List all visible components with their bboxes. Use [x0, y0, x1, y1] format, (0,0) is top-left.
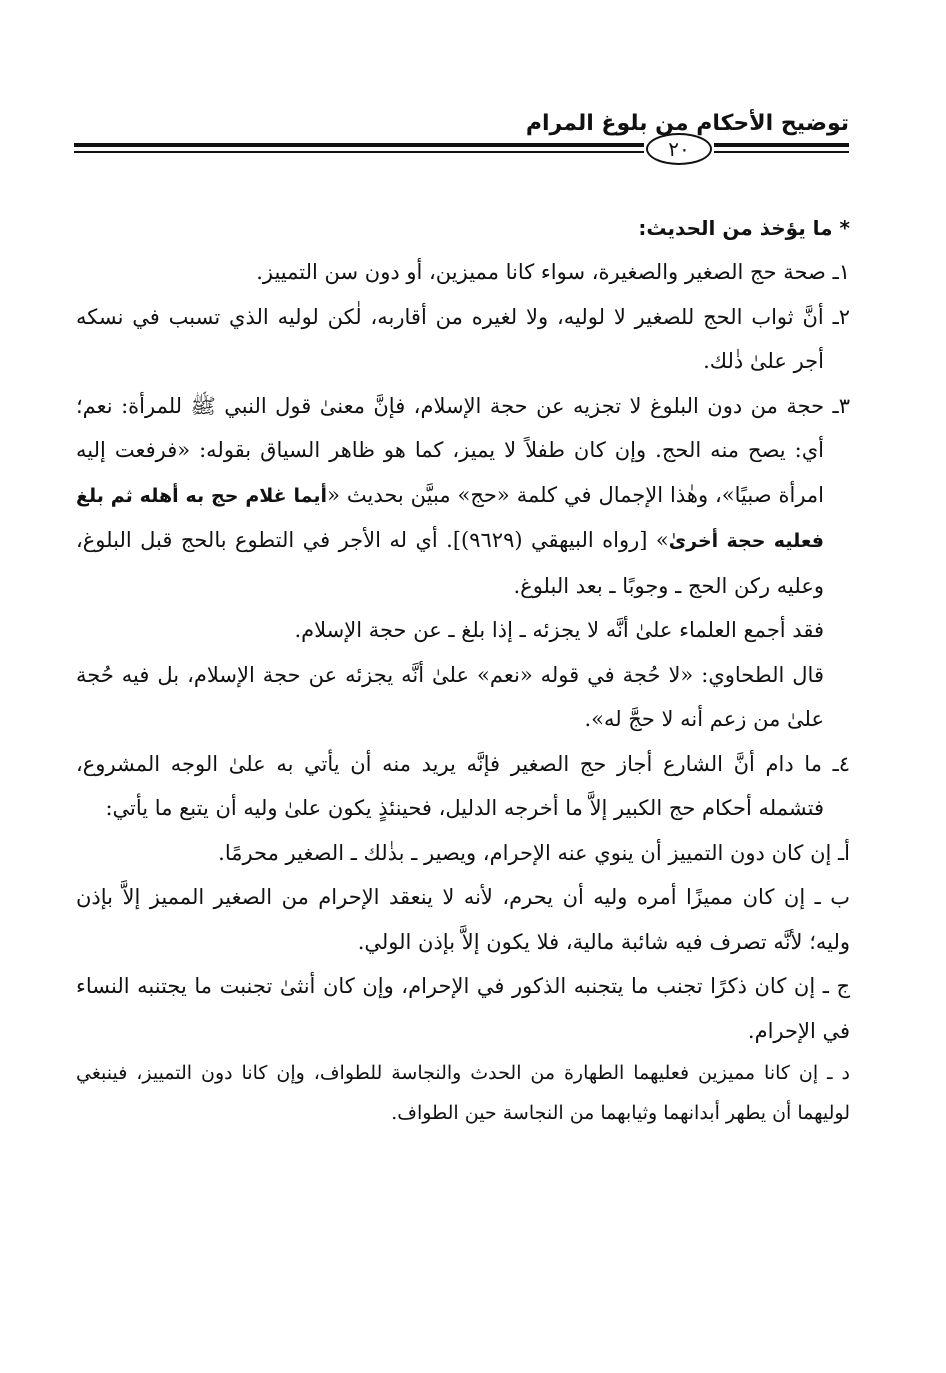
- point-1: ١ـ صحة حج الصغير والصغيرة، سواء كانا مميزين، أو دون سن التمييز.: [256, 260, 850, 284]
- sub-item-b: ب ـ إن كان مميزًا أمره وليه أن يحرم، لأنه لا ينعقد الإحرام من الصغير المميز إلاَّ بإذن وليه؛ لأنَّه تصرف فيه شائبة مالية، فلا يكون إلاَّ بإذن الولي.: [76, 885, 850, 954]
- page-number: ٢٠: [646, 133, 712, 165]
- header-rule-thick: [74, 143, 644, 147]
- sub-item-a: أـ إن كان دون التمييز أن ينوي عنه الإحرام، ويصير ـ بذٰلك ـ الصغير محرمًا.: [218, 840, 850, 865]
- header-rule-thin: [74, 151, 644, 153]
- tahawi-quote: قال الطحاوي: «لا حُجة في قوله «نعم» علىٰ أنَّه يجزئه عن حجة الإسلام، بل فيه حُجة علىٰ من زعم أنه لا حجَّ له».: [76, 662, 824, 731]
- point-2: ٢ـ أنَّ ثواب الحج للصغير لا لوليه، ولا لغيره من أقاربه، لٰكن لوليه الذي تسبب في نسكه أجر علىٰ ذٰلك.: [76, 304, 850, 373]
- sub-item-d: د ـ إن كانا مميزين فعليهما الطهارة من الحدث والنجاسة للطواف، وإن كانا دون التمييز، فينبغي لوليهما أن يطهر أبدانهما وثيابهما من النجاسة حين الطواف.: [76, 1062, 850, 1124]
- header-rule-left: [74, 143, 644, 155]
- point-3-text-before: ٣ـ حجة من دون البلوغ لا تجزيه عن حجة الإسلام، فإنَّ معنىٰ قول النبي ﷺ للمرأة: نعم؛ أي: يصح منه الحج. وإن كان طفلاً لا يميز، كما هو ظاهر السياق بقوله: «فرفعت إليه امرأة صبيًا»، وهٰذا الإجمال في كلمة «حج» مبيَّن بحديث «: [76, 393, 850, 507]
- sub-item-c: ج ـ إن كان ذكرًا تجنب ما يتجنبه الذكور في الإحرام، وإن كان أنثىٰ تجنبت ما يجتنبه النساء في الإحرام.: [76, 974, 850, 1043]
- header-rule-right: [714, 143, 849, 155]
- ijma-paragraph: فقد أجمع العلماء علىٰ أنَّه لا يجزئه ـ إذا بلغ ـ عن حجة الإسلام.: [294, 618, 824, 642]
- running-header: [74, 105, 849, 185]
- main-text: [76, 208, 850, 1133]
- header-rule-thin: [714, 151, 849, 153]
- section-heading: * ما يؤخذ من الحديث:: [638, 216, 850, 240]
- hadith-quote: أيما غلام حج به أهله ثم بلغ فعليه حجة أخرىٰ: [76, 484, 825, 552]
- point-3-text-after: » [رواه البيهقي (٩٦٢٩)]. أي له الأجر في التطوع بالحج قبل البلوغ، وعليه ركن الحج ـ وجوبًا ـ بعد البلوغ.: [76, 528, 824, 598]
- book-title: توضيح الأحكام من بلوغ المرام: [525, 111, 849, 136]
- point-4: ٤ـ ما دام أنَّ الشارع أجاز حج الصغير فإنَّه يريد منه أن يأتي به علىٰ الوجه المشروع، فتشمله أحكام حج الكبير إلاَّ ما أخرجه الدليل، فحينئذٍ يكون علىٰ وليه أن يتبع ما يأتي:: [76, 751, 850, 820]
- header-rule-thick: [714, 143, 849, 147]
- point-3: [76, 384, 850, 609]
